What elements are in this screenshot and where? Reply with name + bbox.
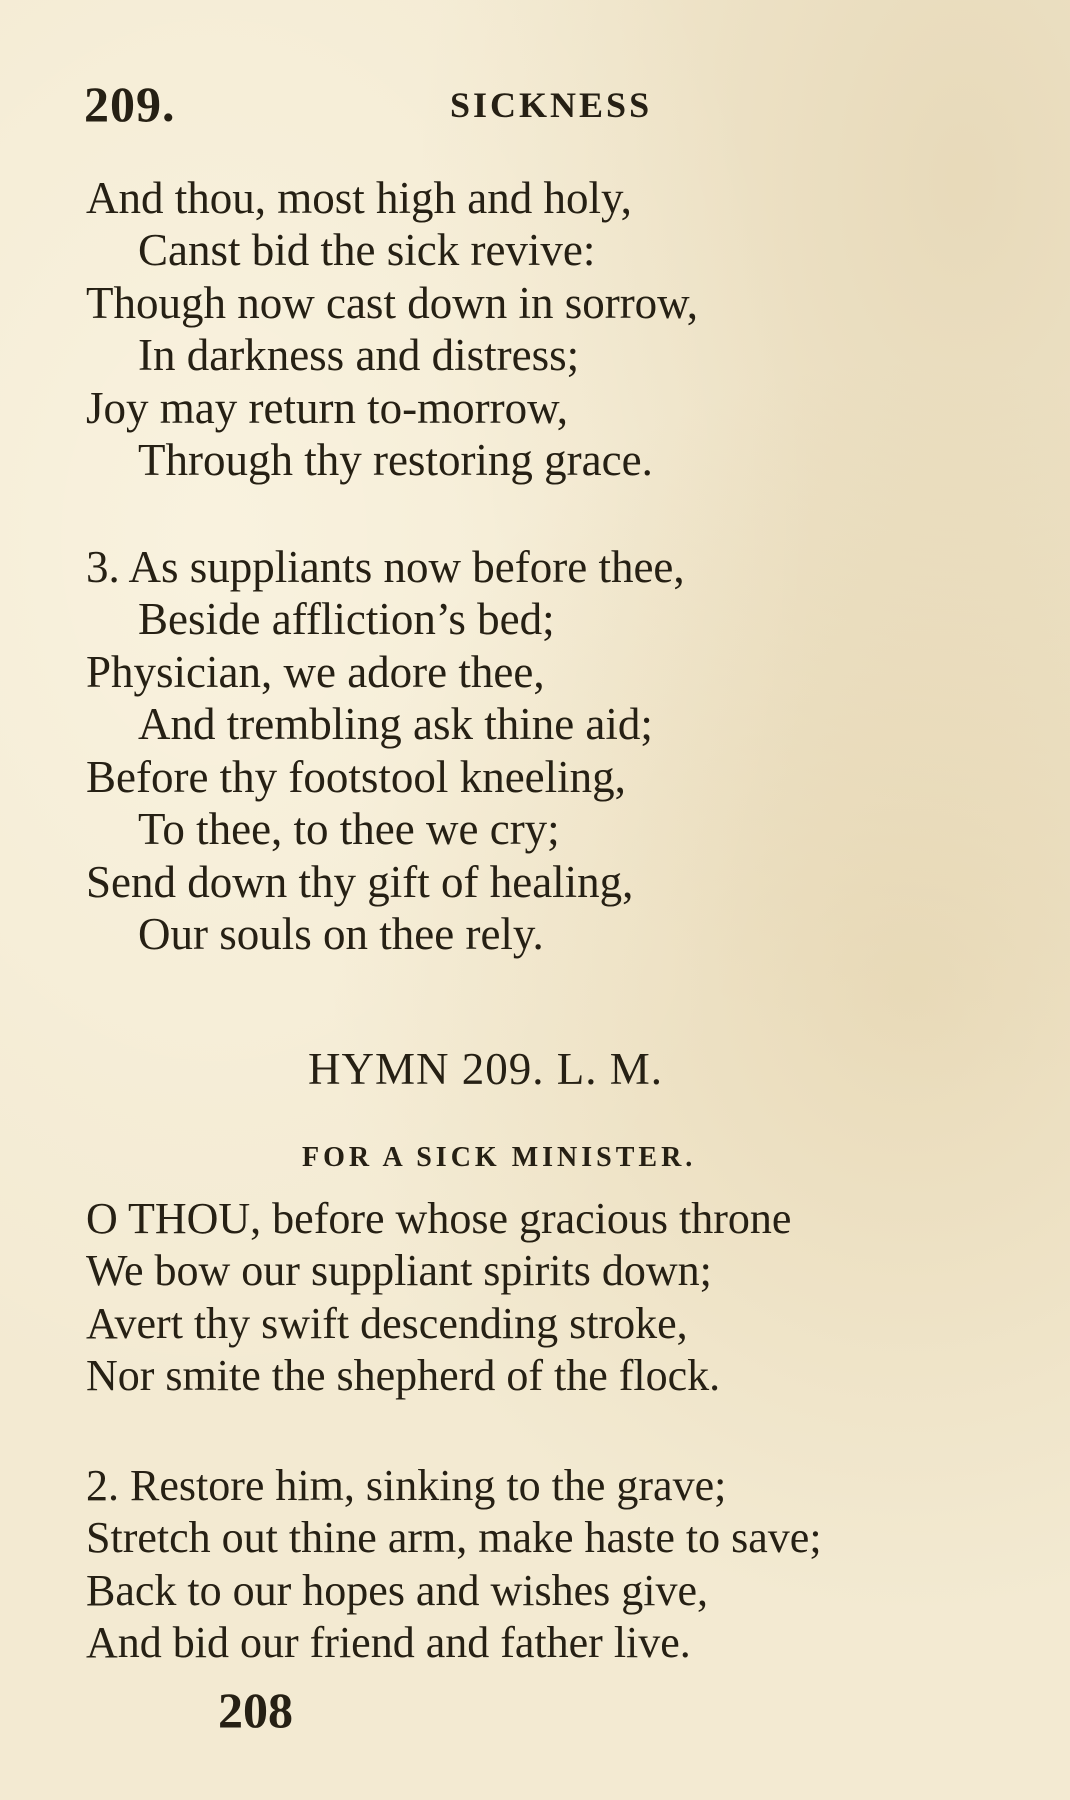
verse-line: In darkness and distress;: [138, 330, 580, 380]
verse-line: Joy may return to-morrow,: [86, 383, 568, 433]
verse-line: And thou, most high and holy,: [86, 173, 632, 223]
page-number: 209.: [84, 76, 176, 132]
verse-line: We bow our suppliant spirits down;: [86, 1246, 712, 1295]
verse-line: Avert thy swift descending stroke,: [86, 1299, 688, 1348]
verse-line: And trembling ask thine aid;: [138, 699, 653, 749]
verse-line: 3. As suppliants now before thee,: [86, 542, 685, 592]
verse-line: Back to our hopes and wishes give,: [86, 1566, 708, 1615]
verse-line: Though now cast down in sorrow,: [86, 278, 699, 328]
signature-number: 208: [218, 1682, 293, 1738]
verse-line: Nor smite the shepherd of the flock.: [86, 1351, 721, 1400]
verse-line: Canst bid the sick revive:: [138, 225, 596, 275]
verse-line: O THOU, before whose gracious throne: [86, 1194, 792, 1243]
verse-line: Send down thy gift of healing,: [86, 857, 634, 907]
hymn-title: HYMN 209. L. M.: [308, 1044, 664, 1094]
verse-line: To thee, to thee we cry;: [138, 804, 560, 854]
verse-line: And bid our friend and father live.: [86, 1618, 691, 1667]
verse-line: Our souls on thee rely.: [138, 909, 544, 959]
verse-line: Stretch out thine arm, make haste to save;: [86, 1513, 822, 1562]
verse-line: 2. Restore him, sinking to the grave;: [86, 1461, 727, 1510]
verse-line: Beside affliction’s bed;: [138, 594, 555, 644]
running-head: SICKNESS: [450, 85, 653, 125]
verse-line: Physician, we adore thee,: [86, 647, 545, 697]
hymn-subtitle: FOR A SICK MINISTER.: [302, 1142, 697, 1173]
verse-line: Before thy footstool kneeling,: [86, 752, 626, 802]
page-header: [84, 74, 1004, 134]
verse-line: Through thy restoring grace.: [138, 435, 653, 485]
